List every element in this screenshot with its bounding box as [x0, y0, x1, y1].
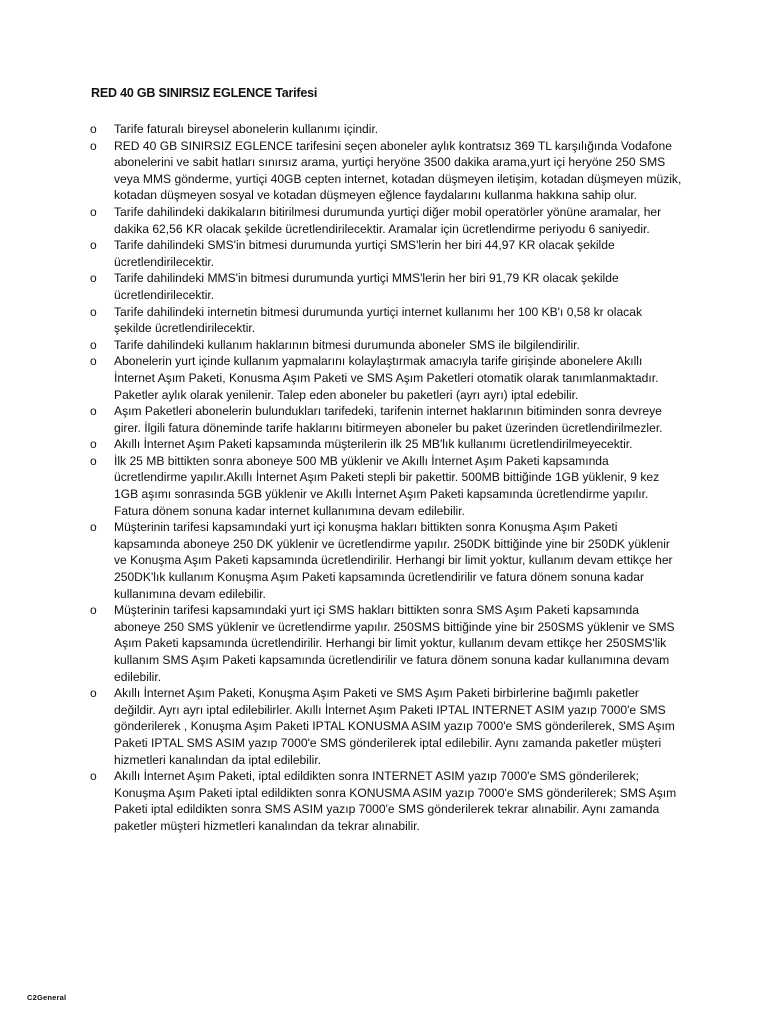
- bullet-icon: o: [90, 271, 97, 286]
- bullet-icon: o: [90, 769, 97, 784]
- bullet-icon: o: [90, 337, 97, 352]
- list-item: [90, 685, 682, 768]
- bullet-icon: o: [90, 354, 97, 369]
- bullet-icon: o: [90, 404, 97, 419]
- list-item-text: Tarife dahilindeki kullanım haklarının bitmesi durumunda aboneler SMS ile bilgilendirilir.: [114, 337, 580, 352]
- list-item-text: Tarife faturalı bireysel abonelerin kullanımı içindir.: [114, 122, 379, 136]
- list-item-text: Aşım Paketleri abonelerin bulundukları tarifedeki, tarifenin internet haklarının bitiminden sonra devreye girer. İlgili fatura döneminde tarife haklarını bitirmeyen aboneler bu paket üzerinden ücretlendirilmezler.: [114, 404, 663, 435]
- bullet-icon: o: [90, 437, 97, 452]
- list-item: [90, 204, 682, 237]
- list-item: [90, 337, 682, 354]
- classification-label: C2General: [27, 993, 67, 1002]
- list-item-text: Akıllı İnternet Aşım Paketi, iptal edildikten sonra INTERNET ASIM yazıp 7000'e SMS gönderilerek; Konuşma Aşım Paketi iptal edildikten sonra KONUSMA ASIM yazıp 7000'e SMS gönderilerek; SMS Aşım Paketi iptal edildikten sonra SMS ASIM yazıp 7000'e SMS gönderilerek tekrar alınabilir. Aynı zamanda paketler müşteri hizmetleri kanalından da tekrar alınabilir.: [114, 769, 677, 833]
- list-item: [90, 602, 682, 685]
- list-item-text: Tarife dahilindeki SMS'in bitmesi durumunda yurtiçi SMS'lerin her biri 44,97 KR olacak şekilde ücretlendirilecektir.: [114, 238, 615, 269]
- list-item: [90, 403, 682, 436]
- list-item: [90, 304, 682, 337]
- bullet-icon: o: [90, 122, 97, 136]
- list-item-text: RED 40 GB SINIRSIZ EGLENCE tarifesini seçen aboneler aylık kontratsız 369 TL karşılığında Vodafone abonelerini ve sabit hatları sınırsız arama, yurtiçi heryöne 3500 dakika arama,yurt içi heryöne 250 SMS veya MMS gönderme, yurtiçi 40GB cepten internet, kotadan düşmeyen iletişim, kotadan düşmeyen müzik, kotadan düşmeyen sosyal ve kotadan düşmeyen eğlence faydalarını kullanma hakkına sahip olur.: [114, 138, 682, 203]
- list-item-text: Tarife dahilindeki MMS'in bitmesi durumunda yurtiçi MMS'lerin her biri 91,79 KR olacak şekilde ücretlendirilecektir.: [114, 271, 619, 302]
- list-item-text: Akıllı İnternet Aşım Paketi, Konuşma Aşım Paketi ve SMS Aşım Paketi birbirlerine bağımlı paketler değildir. Ayrı ayrı iptal edilebilirler. Akıllı İnternet Aşım Paketi IPTAL INTERNET ASIM yazıp 7000'e SMS gönderilerek , Konuşma Aşım Paketi IPTAL KONUSMA ASIM yazıp 7000'e SMS gönderilerek, SMS Aşım Paketi IPTAL SMS ASIM yazıp 7000'e SMS gönderilerek iptal edilebilir. Aynı zamanda paketler müşteri hizmetleri kanalından da iptal edilebilir.: [114, 686, 675, 767]
- list-item: [90, 270, 682, 303]
- list-item-text: Tarife dahilindeki internetin bitmesi durumunda yurtiçi internet kullanımı her 100 KB'ı 0,58 kr olacak şekilde ücretlendirilecektir.: [114, 304, 642, 336]
- list-item-text: Müşterinin tarifesi kapsamındaki yurt içi SMS hakları bittikten sonra SMS Aşım Paketi kapsamında aboneye 250 SMS yüklenir ve ücretlendirme yapılır. 250SMS bittiğinde yine bir 250SMS yüklenir ve SMS Aşım Paketi kapsamında ücretlendirilir. Herhangi bir limit yoktur, kullanım devam ettikçe her 250SMS'lik kullanım SMS Aşım Paketi kapsamında ücretlendirilir ve fatura dönem sonuna kadar kullanımına devam edilebilir.: [114, 603, 675, 684]
- bullet-icon: o: [90, 304, 97, 319]
- list-item: [90, 768, 682, 834]
- list-item: [90, 453, 682, 519]
- list-item: [90, 237, 682, 270]
- bullet-icon: o: [90, 603, 97, 618]
- list-item-text: Akıllı İnternet Aşım Paketi kapsamında müşterilerin ilk 25 MB'lık kullanımı ücretlendirilmeyecektir.: [114, 437, 633, 452]
- list-item: [90, 353, 682, 403]
- bullet-icon: o: [90, 520, 97, 535]
- list-item-text: Abonelerin yurt içinde kullanım yapmalarını kolaylaştırmak amacıyla tarife girişinde abonelere Akıllı İnternet Aşım Paketi, Konusma Aşım Paketi ve SMS Aşım Paketleri otomatik olarak tanımlanmaktadır. Paketler aylık olarak yenilenir. Talep eden aboneler bu paketleri (ayrı ayrı) iptal edebilir.: [114, 354, 659, 402]
- document-title: RED 40 GB SINIRSIZ EGLENCE Tarifesi: [91, 86, 318, 100]
- bullet-icon: o: [90, 453, 97, 468]
- list-item: [90, 519, 682, 602]
- bullet-icon: o: [90, 204, 97, 219]
- list-item: [90, 436, 682, 453]
- list-item-text: Tarife dahilindeki dakikaların bitirilmesi durumunda yurtiçi diğer mobil operatörler yönüne aramalar, her dakika 62,56 KR olacak şekilde ücretlendirilecektir. Aramalar için ücretlendirme periyodu 6 saniyedir.: [114, 204, 662, 236]
- list-item: [90, 138, 682, 204]
- list-item: [90, 121, 682, 138]
- bullet-icon: o: [90, 138, 97, 153]
- bullet-icon: o: [90, 686, 97, 701]
- list-item-text: İlk 25 MB bittikten sonra aboneye 500 MB yüklenir ve Akıllı İnternet Aşım Paketi kapsamında ücretlendirme yapılır.Akıllı İnternet Aşım Paketi stepli bir pakettir. 500MB bittiğinde 1GB yüklenir, 9 kez 1GB aşımı sonrasında 5GB yüklenir ve Akıllı İnternet Aşım Paketi kapsamında ücretlendirme yapılır. Fatura dönem sonuna kadar internet kullanımına devam edilebilir.: [114, 453, 660, 518]
- bullet-icon: o: [90, 238, 97, 253]
- list-item-text: Müşterinin tarifesi kapsamındaki yurt içi konuşma hakları bittikten sonra Konuşma Aşım Paketi kapsamında aboneye 250 DK yüklenir ve ücretlendirme yapılır. 250DK bittiğinde yine bir 250DK yüklenir ve Konuşma Aşım Paketi kapsamında ücretlendirilir. Herhangi bir limit yoktur, kullanım devam ettikçe her 250DK'lık kullanım Konuşma Aşım Paketi kapsamında ücretlendirilir ve fatura dönem sonuna kadar kullanımına devam edilebilir.: [114, 520, 673, 601]
- tariff-terms-list: [90, 121, 682, 835]
